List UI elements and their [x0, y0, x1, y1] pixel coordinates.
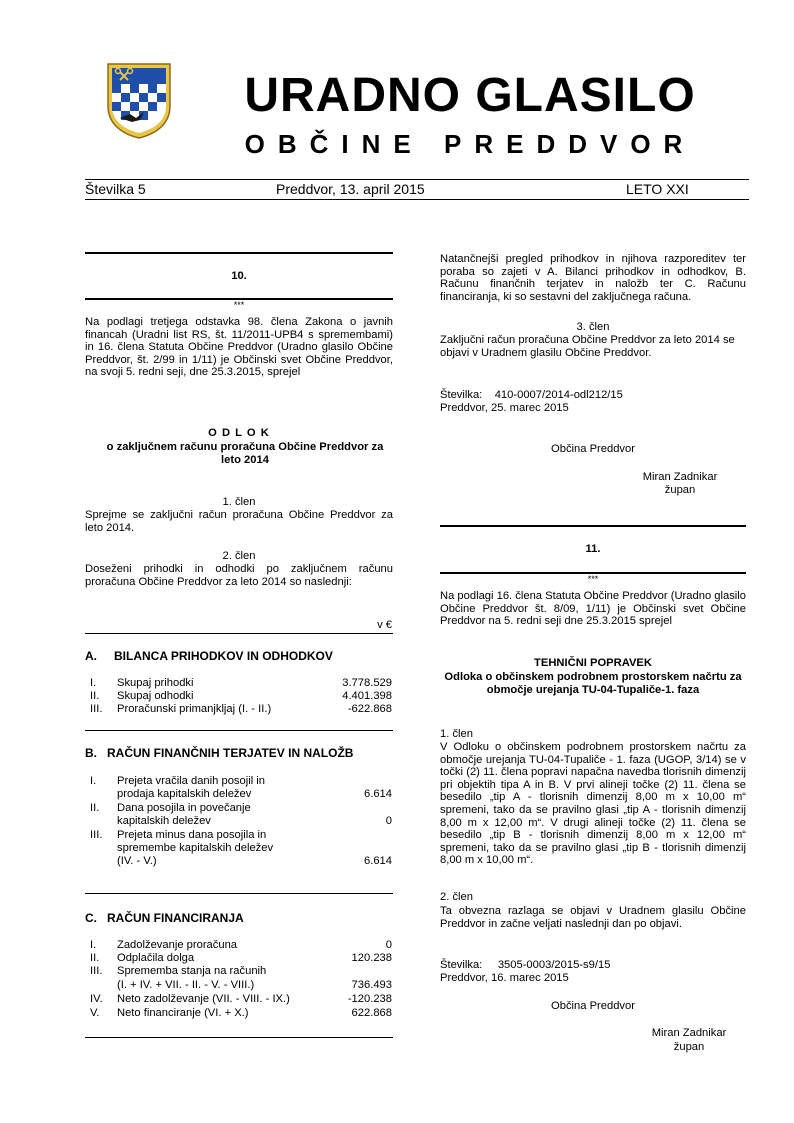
- correction-article-2-heading: 2. člen: [440, 891, 473, 903]
- section-c-row-num: IV.: [90, 993, 103, 1005]
- section-c-row-label: Neto zadolževanje (VII. - VIII. - IX.): [117, 993, 290, 1005]
- section-a-title: BILANCA PRIHODKOV IN ODHODKOV: [114, 649, 333, 663]
- signer-name-1: Miran Zadnikar: [642, 471, 718, 483]
- section-a-row-num: III.: [90, 703, 103, 715]
- section-a-row-label: Proračunski primanjkljaj (I. - II.): [117, 703, 272, 715]
- table-rule-1: [85, 633, 393, 634]
- section-b-row-label-cont: spremembe kapitalskih deležev: [117, 842, 274, 854]
- signer-role-2: župan: [673, 1041, 705, 1053]
- section-c-row-num: II.: [90, 952, 100, 964]
- correction-title: TEHNIČNI POPRAVEK: [534, 657, 652, 669]
- section-a-row-num: I.: [90, 677, 97, 689]
- section-b-row-label-cont: (IV. - V.): [117, 855, 157, 867]
- section-a-row-value: 3.778.529: [342, 677, 392, 689]
- section-c-row-label: Zadolževanje proračuna: [117, 939, 238, 951]
- section-c-row-label: Sprememba stanja na računih: [117, 965, 267, 977]
- section-b-title: RAČUN FINANČNIH TERJATEV IN NALOŽB: [107, 746, 354, 760]
- section-c-title: RAČUN FINANCIRANJA: [107, 911, 244, 925]
- section-c-row-label: Odplačila dolga: [117, 952, 195, 964]
- right-top-rule: [440, 525, 746, 527]
- section-b-row-label: Prejeta vračila danih posojil in: [117, 775, 266, 787]
- municipality-coat-of-arms: [106, 62, 172, 140]
- table-rule-2: [85, 730, 393, 731]
- correction-article-1-text: V Odloku o občinskem podrobnem prostorskem načrtu za območje urejanja TU-04-Tupaliče - 1. faza (UGOP, 3/14) se v točki (2) 11. člena popravi napačna navedba tlorisnih dimenzij pri objektih tipa A in B. V prvi alineji točke (2) 11. člena se besedilo „tip A - tlorisnih dimenzij 8,00 m x 10,00 m“ spremeni, tako da se pravilno glasi „tip A - tlorisnih dimenzij 8,00 m x 12,00 m“. V drugi alineji točke (2) 11. člena se besedilo „tip B - tlorisnih dimenzij 8,00 m x 12,00 m“ spremeni, tako da se pravilno glasi „tip B - tlorisnih dimenzij 8,00 m x 10,00 m“.: [440, 741, 746, 867]
- continuation-text: Natančnejši pregled prihodkov in njihova razporeditev ter poraba so zajeti v A. Bilanci prihodkov in odhodkov, B. Računu finančnih terjatev in naložb ter C. Računu financiranja, ki so sestavni del zaključnega računa.: [440, 253, 746, 303]
- section-c-row-value: 736.493: [351, 979, 392, 991]
- odlok-subtitle: o zaključnem računu proračuna Občine Preddvor za leto 2014: [106, 441, 384, 466]
- preamble-text-2: Na podlagi 16. člena Statuta Občine Preddvor (Uradno glasilo Občine Preddvor št. 8/09, 1/11) je Občinski svet Občine Preddvor na 5. redni seji dne 25.3.2015 sprejel: [440, 590, 746, 628]
- left-top-rule: [85, 252, 393, 254]
- section-c-row-value: 120.238: [351, 952, 392, 964]
- section-c-row-num: I.: [90, 939, 97, 951]
- section-b-row-value: 0: [385, 815, 392, 827]
- article-2-heading: 2. člen: [222, 550, 256, 562]
- document-number-1: Številka: 410-0007/2014-odl212/15: [440, 389, 623, 401]
- correction-subtitle: Odloka o občinskem podrobnem prostorskem načrtu za območje urejanja TU-04-Tupaliče-1. faza: [444, 671, 742, 696]
- section-b-row-value: 6.614: [364, 788, 392, 800]
- municipality-name-1: Občina Preddvor: [551, 443, 635, 455]
- doc-number-10: 10.: [231, 270, 247, 282]
- section-b-row-value: 6.614: [364, 855, 392, 867]
- document-date-2: Preddvor, 16. marec 2015: [440, 972, 569, 984]
- table-rule-3: [85, 893, 393, 894]
- publication-title: URADNO GLASILO: [244, 69, 696, 122]
- header-rule-top: [85, 179, 749, 180]
- publication-subtitle: OBČINE PREDDVOR: [244, 129, 696, 159]
- issue-year: LETO XXI: [626, 181, 689, 197]
- header-rule-bottom: [85, 199, 749, 200]
- section-b-row-label: Prejeta minus dana posojila in: [117, 829, 267, 841]
- signer-name-2: Miran Zadnikar: [651, 1027, 727, 1039]
- section-b-row-num: I.: [90, 775, 97, 787]
- section-b-row-num: II.: [90, 802, 100, 814]
- preamble-text: Na podlagi tretjega odstavka 98. člena Zakona o javnih financah (Uradni list RS, št. 11/2011-UPB4 s spremembami) in 16. člena Statuta Občine Preddvor (Uradno glasilo Občine Preddvor, št. 2/99 in 1/11) je Občinski svet Občine Preddvor, na svoji 5. redni seji, dne 25.3.2015, sprejel: [85, 316, 393, 379]
- correction-article-1-heading: 1. člen: [440, 728, 473, 740]
- article-1-text: Sprejme se zaključni račun proračuna Občine Preddvor za leto 2014.: [85, 509, 393, 534]
- doc-number-11: 11.: [585, 543, 601, 555]
- section-a-row-value: -622.868: [347, 703, 392, 715]
- municipality-name-2: Občina Preddvor: [551, 1000, 635, 1012]
- section-b-row-num: III.: [90, 829, 103, 841]
- table-rule-4: [85, 1037, 393, 1038]
- issue-number: Številka 5: [85, 181, 146, 197]
- section-c-row-value: 0: [385, 939, 392, 951]
- section-c-letter: C.: [85, 911, 97, 925]
- article-1-heading: 1. člen: [222, 496, 256, 508]
- section-c-row-num: V.: [90, 1007, 100, 1019]
- article-3-text: Zaključni račun proračuna Občine Preddvor za leto 2014 se objavi v Uradnem glasilu Občine Preddvor.: [440, 334, 735, 359]
- correction-article-2-text: Ta obvezna razlaga se objavi v Uradnem glasilu Občine Preddvor in začne veljati naslednji dan po objavi.: [440, 905, 746, 930]
- separator-stars: ***: [233, 300, 245, 310]
- section-b-row-label-cont: kapitalskih deležev: [117, 815, 211, 827]
- issue-place-date: Preddvor, 13. april 2015: [276, 181, 425, 197]
- section-c-row-value: 622.868: [351, 1007, 392, 1019]
- section-b-row-label-cont: prodaja kapitalskih deležev: [117, 788, 252, 800]
- currency-label: v €: [377, 619, 392, 631]
- section-c-row-label-cont: (I. + IV. + VII. - II. - V. - VIII.): [117, 979, 255, 991]
- section-b-letter: B.: [85, 746, 97, 760]
- section-a-row-label: Skupaj prihodki: [117, 677, 194, 689]
- section-b-row-label: Dana posojila in povečanje: [117, 802, 251, 814]
- section-a-row-num: II.: [90, 690, 100, 702]
- section-c-row-value: -120.238: [347, 993, 392, 1005]
- section-a-row-value: 4.401.398: [342, 690, 392, 702]
- document-number-2: Številka: 3505-0003/2015-s9/15: [440, 959, 611, 971]
- article-3-heading: 3. člen: [576, 321, 610, 333]
- section-c-row-num: III.: [90, 965, 103, 977]
- separator-stars: ***: [587, 574, 599, 584]
- section-a-row-label: Skupaj odhodki: [117, 690, 194, 702]
- section-a-letter: A.: [85, 649, 97, 663]
- section-c-row-label: Neto financiranje (VI. + X.): [117, 1007, 249, 1019]
- signer-role-1: župan: [664, 484, 696, 496]
- odlok-title: O D L O K: [208, 427, 270, 439]
- article-2-text: Doseženi prihodki in odhodki po zaključnem računu proračuna Občine Preddvor za leto 2014 so naslednji:: [85, 563, 393, 588]
- document-date-1: Preddvor, 25. marec 2015: [440, 402, 569, 414]
